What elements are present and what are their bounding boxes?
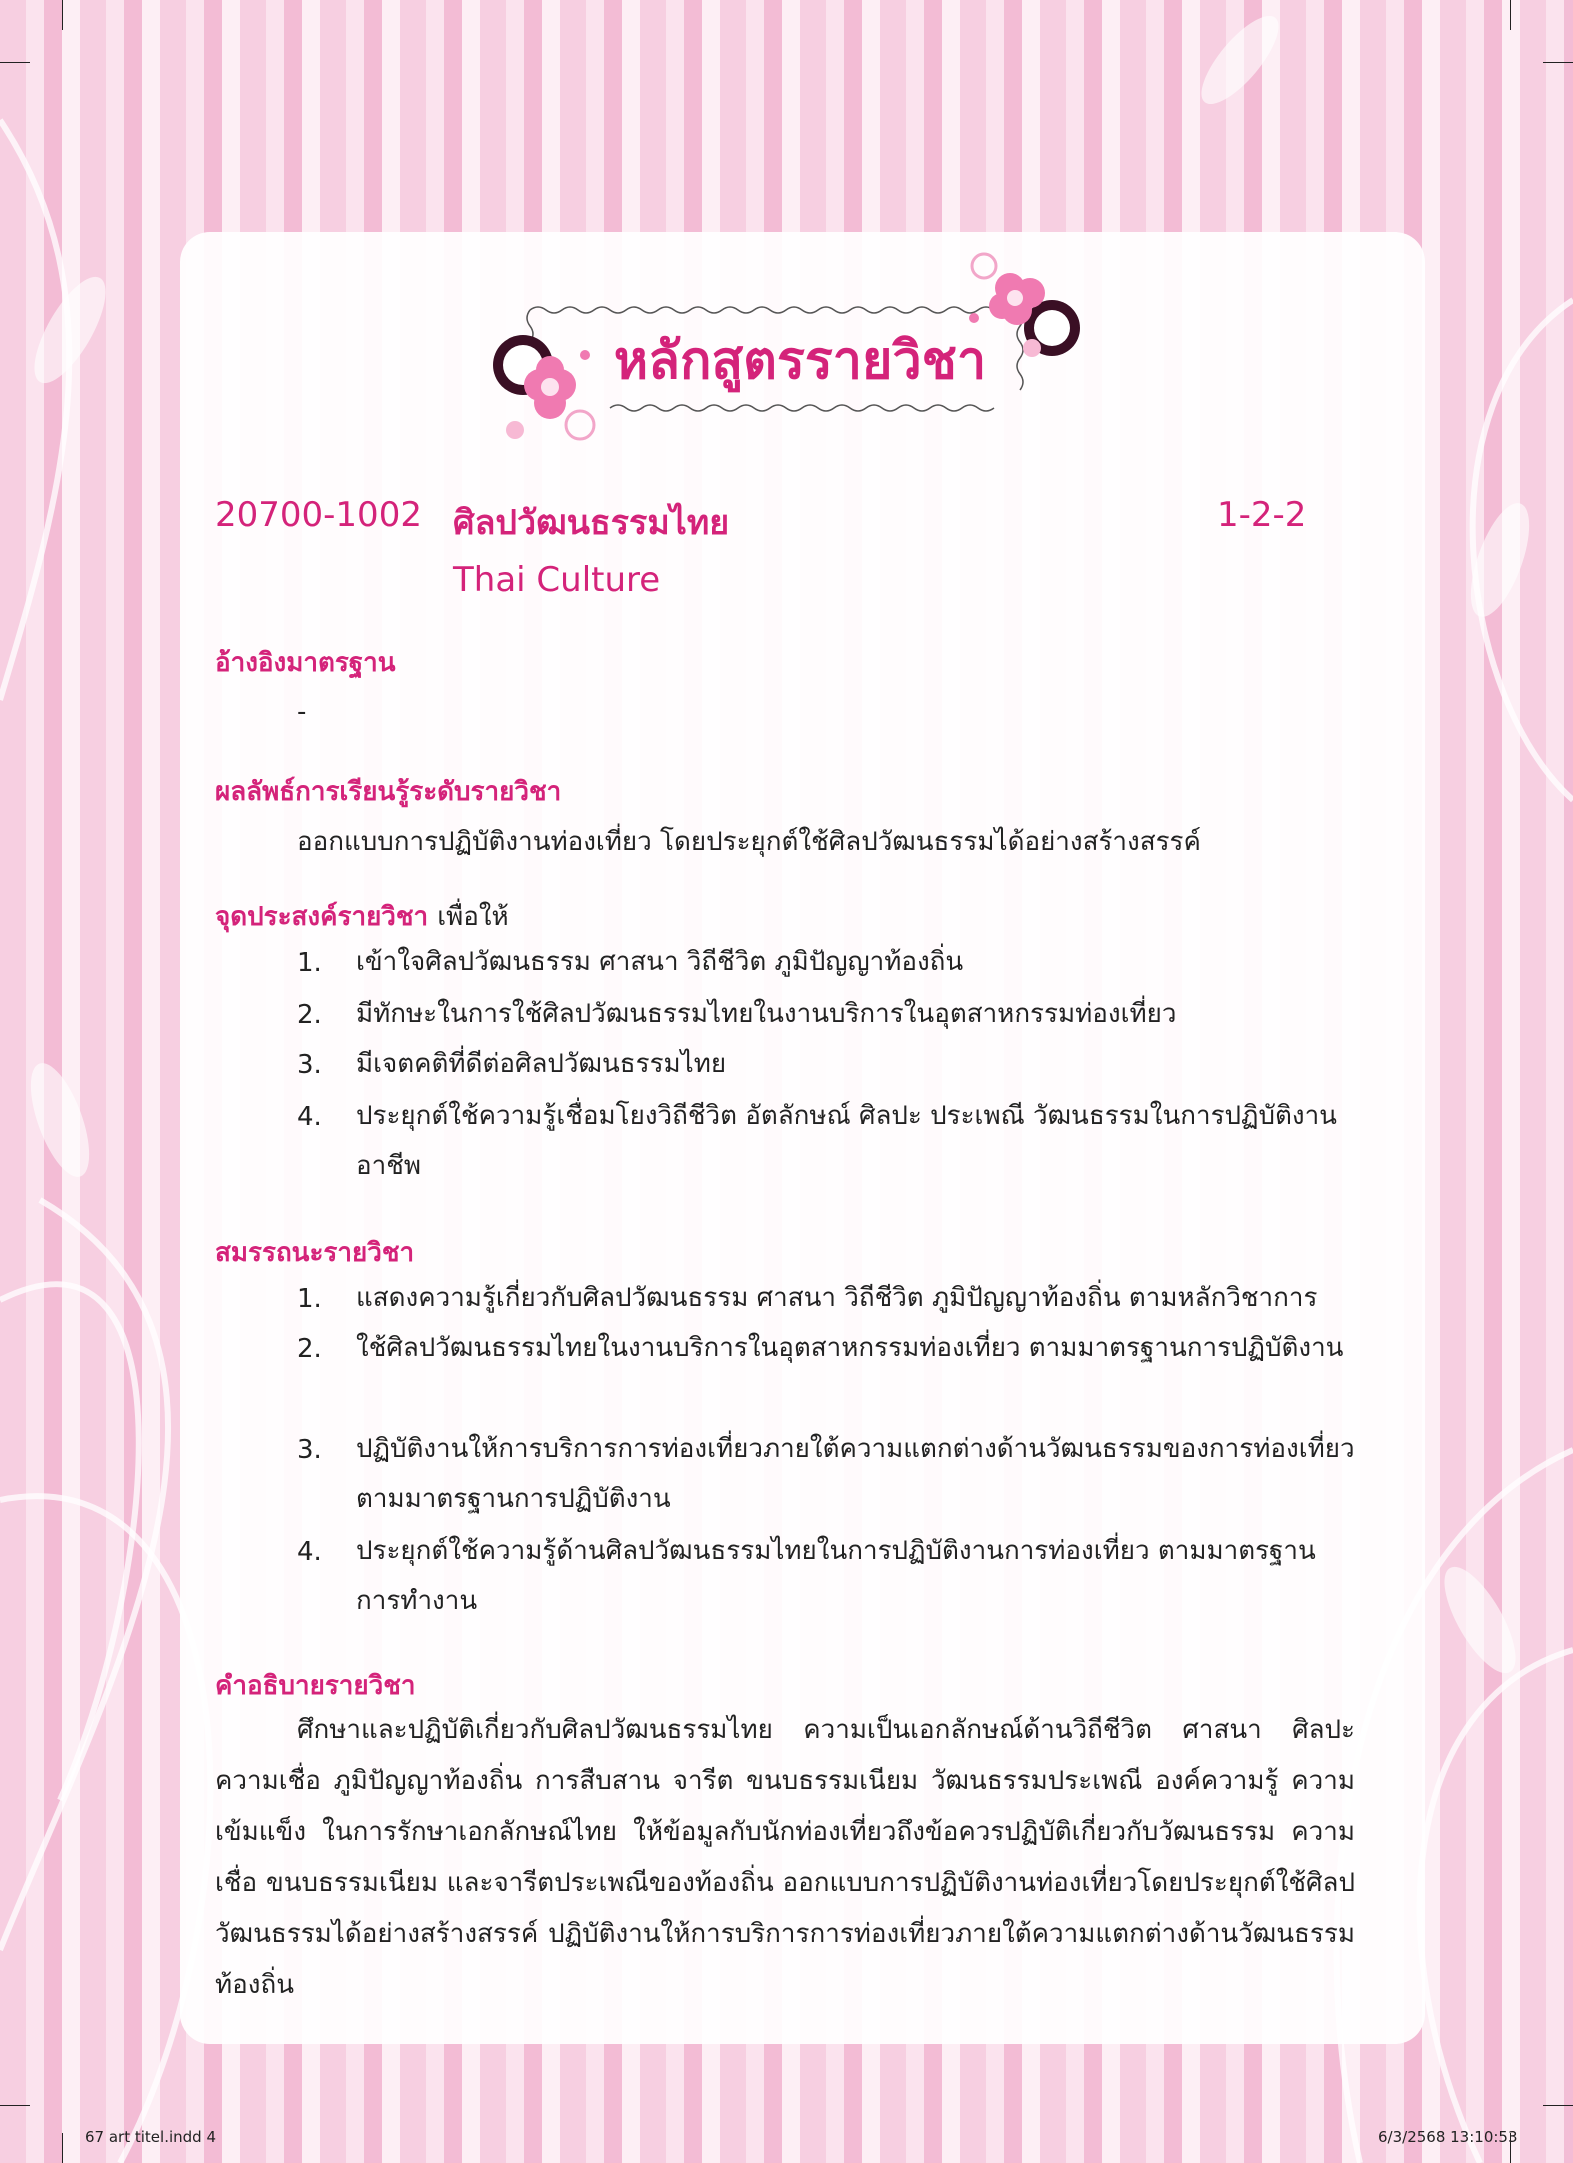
objective-number: 2. [297, 1000, 322, 1030]
competency-number: 3. [297, 1435, 322, 1465]
course-code: 20700-1002 [215, 495, 422, 535]
description-text: ศึกษาและปฏิบัติเกี่ยวกับศิลปวัฒนธรรมไทย ความเป็นเอกลักษณ์ด้านวิถีชีวิต ศาสนา ศิลปะ ความเชื่อ ภูมิปัญญาท้องถิ่น การสืบสาน จารีต ขนบธรรมเนียม วัฒนธรรมประเพณี องค์ความรู้ ความเข้มแข็ง ในการรักษาเอกลักษณ์ไทย ให้ข้อมูลกับนักท่องเที่ยวถึงข้อควรปฏิบัติเกี่ยวกับวัฒนธรรม ความเชื่อ ขนบธรรมเนียม และจารีตประเพณีของท้องถิ่น ออกแบบการปฏิบัติงานท่องเที่ยวโดยประยุกต์ใช้ศิลปวัฒนธรรมได้อย่างสร้างสรรค์ ปฏิบัติงานให้การบริการการท่องเที่ยวภายใต้ความแตกต่างด้านวัฒนธรรมท้องถิ่น [215, 1715, 1355, 2000]
page-title: หลักสูตรรายวิชา [613, 331, 987, 391]
competency-number: 4. [297, 1537, 322, 1567]
description-heading: คำอธิบายรายวิชา [215, 1671, 416, 1701]
competencies-heading: สมรรถนะรายวิชา [215, 1238, 415, 1268]
standard-ref-text: - [297, 697, 307, 727]
course-name-thai: ศิลปวัฒนธรรมไทย [453, 503, 730, 543]
standard-ref-heading: อ้างอิงมาตรฐาน [215, 648, 396, 678]
footer-datetime: 6/3/2568 13:10:53 [1378, 2128, 1518, 2146]
objective-number: 3. [297, 1050, 322, 1080]
competency-item: แสดงความรู้เกี่ยวกับศิลปวัฒนธรรม ศาสนา วิถีชีวิต ภูมิปัญญาท้องถิ่น ตามหลักวิชาการ [356, 1283, 1318, 1313]
objective-item: มีเจตคติที่ดีต่อศิลปวัฒนธรรมไทย [356, 1049, 727, 1079]
competency-item: ใช้ศิลปวัฒนธรรมไทยในงานบริการในอุตสาหกรรมท่องเที่ยว ตามมาตรฐานการปฏิบัติงาน [356, 1333, 1344, 1363]
objective-item: ประยุกต์ใช้ความรู้เชื่อมโยงวิถีชีวิต อัตลักษณ์ ศิลปะ ประเพณี วัฒนธรรมในการปฏิบัติงานอาชีพ [356, 1101, 1337, 1181]
competency-number: 2. [297, 1334, 322, 1364]
learning-outcome-text: ออกแบบการปฏิบัติงานท่องเที่ยว โดยประยุกต์ใช้ศิลปวัฒนธรรมได้อย่างสร้างสรรค์ [297, 827, 1201, 857]
objective-item: เข้าใจศิลปวัฒนธรรม ศาสนา วิถีชีวิต ภูมิปัญญาท้องถิ่น [356, 947, 964, 977]
objective-number: 1. [297, 948, 322, 978]
objective-number: 4. [297, 1102, 322, 1132]
objectives-title: จุดประสงค์รายวิชา [215, 902, 429, 932]
competency-number: 1. [297, 1284, 322, 1314]
competency-item: ประยุกต์ใช้ความรู้ด้านศิลปวัฒนธรรมไทยในการปฏิบัติงานการท่องเที่ยว ตามมาตรฐานการทำงาน [356, 1536, 1316, 1616]
objectives-suffix: เพื่อให้ [437, 902, 509, 932]
flower-decoration-icon [485, 325, 605, 455]
objective-item: มีทักษะในการใช้ศิลปวัฒนธรรมไทยในงานบริการในอุตสาหกรรมท่องเที่ยว [356, 999, 1177, 1029]
competency-item: ปฏิบัติงานให้การบริการการท่องเที่ยวภายใต้ความแตกต่างด้านวัฒนธรรมของการท่องเที่ยว ตามมาตรฐานการปฏิบัติงาน [356, 1434, 1355, 1514]
course-name-english: Thai Culture [453, 560, 661, 600]
objectives-heading [215, 896, 509, 937]
course-credits: 1-2-2 [1217, 495, 1307, 535]
footer-filename: 67 art titel.indd 4 [85, 2128, 216, 2146]
learning-outcome-heading: ผลลัพธ์การเรียนรู้ระดับรายวิชา [215, 777, 562, 807]
